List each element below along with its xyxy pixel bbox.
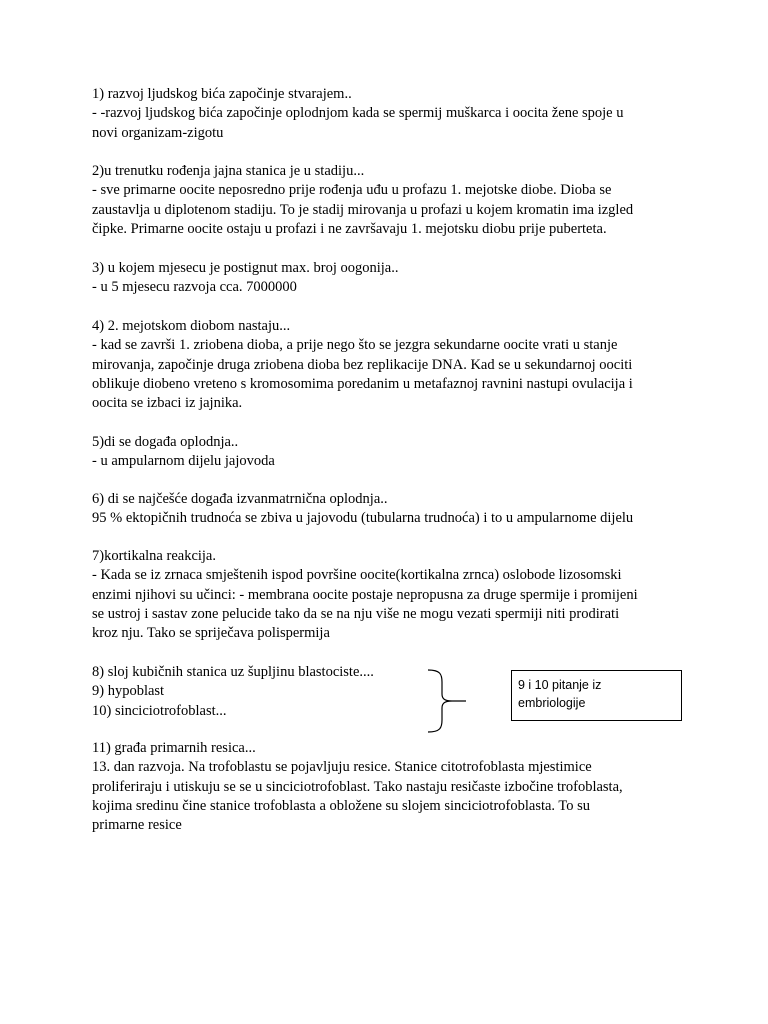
question-heading: 7)kortikalna reakcija.	[92, 548, 216, 564]
question-heading: 4) 2. mejotskom diobom nastaju...	[92, 318, 291, 334]
answer-line: - u 5 mjesecu razvoja cca. 7000000	[92, 279, 297, 296]
answer-line: oocita se izbaci iz jajnika.	[92, 395, 243, 412]
question-2	[92, 162, 692, 239]
question-1	[92, 85, 692, 143]
question-heading: 8) sloj kubičnih stanica uz šupljinu blastociste....	[92, 664, 374, 680]
answer-line: 13. dan razvoja. Na trofoblastu se pojavljuju resice. Stanice citotrofoblasta mjestimice	[92, 759, 592, 776]
question-heading: 2)u trenutku rođenja jajna stanica je u stadiju...	[92, 163, 365, 179]
answer-line: - -razvoj ljudskog bića započinje oplodnjom kada se spermij muškarca i oocita žene spoje u	[92, 105, 624, 122]
answer-line: - sve primarne oocite neposredno prije rođenja uđu u profazu 1. mejotske diobe. Dioba se	[92, 182, 612, 199]
question-7	[92, 547, 692, 643]
question-heading: 6) di se najčešće događa izvanmatrnična oplodnja..	[92, 491, 388, 507]
question-6	[92, 490, 692, 529]
answer-line: novi organizam-zigotu	[92, 124, 224, 141]
question-11	[92, 739, 692, 835]
question-5	[92, 433, 692, 472]
question-4	[92, 317, 692, 413]
answer-line: - u ampularnom dijelu jajovoda	[92, 453, 275, 470]
question-heading: 3) u kojem mjesecu je postignut max. broj oogonija..	[92, 260, 399, 276]
answer-line: zaustavlja u diplotenom stadiju. To je stadij mirovanja u profazi u kojem kromatin ima izgled	[92, 201, 634, 218]
curly-brace-icon	[426, 668, 468, 734]
answer-line: - kad se završi 1. zriobena dioba, a prije nego što se jezgra sekundarne oocite vrati u stanje	[92, 337, 618, 354]
answer-line: čipke. Primarne oocite ostaju u profazi i ne završavaju 1. mejotsku diobu prije puberteta.	[92, 220, 607, 237]
note-line: embriologije	[518, 696, 586, 710]
answer-line: proliferiraju i utiskuju se se u sinciciotrofoblast. Tako nastaju resičaste izbočine trofoblasta,	[92, 778, 623, 795]
answer-line: mirovanja, započinje druga zriobena dioba bez replikacije DNA. Kad se u sekundarnoj oociti	[92, 356, 633, 373]
answer-line: - Kada se iz zrnaca smještenih ispod površine oocite(kortikalna zrnca) oslobode lizosomski	[92, 567, 622, 584]
question-heading: 10) sinciciotrofoblast...	[92, 702, 227, 719]
answer-line: se ustroj i sastav zone pelucide tako da se na nju više ne mogu vezati spermiji niti prodirati	[92, 605, 620, 622]
answer-line: kroz nju. Tako se spriječava polispermija	[92, 625, 330, 642]
question-heading: 11) građa primarnih resica...	[92, 740, 256, 756]
answer-line: kojima sredinu čine stanice trofoblasta a obložene su slojem sinciciotrofoblasta. To su	[92, 797, 591, 814]
question-heading: 5)di se događa oplodnja..	[92, 434, 239, 450]
question-heading: 1) razvoj ljudskog bića započinje stvarajem..	[92, 86, 352, 102]
answer-line: 95 % ektopičnih trudnoća se zbiva u jajovodu (tubularna trudnoća) i to u ampularnome dijelu	[92, 510, 634, 527]
answer-line: oblikuje diobeno vreteno s kromosomima poredanim u metafaznoj ravnini nastupi ovulacija i	[92, 375, 633, 392]
note-textbox	[511, 670, 682, 721]
note-line: 9 i 10 pitanje iz	[518, 678, 602, 692]
question-heading: 9) hypoblast	[92, 683, 165, 700]
answer-line: primarne resice	[92, 817, 182, 834]
question-3	[92, 259, 692, 298]
answer-line: enzimi njihovi su učinci: - membrana oocite postaje nepropusna za druge spermije i promijeni	[92, 586, 638, 603]
